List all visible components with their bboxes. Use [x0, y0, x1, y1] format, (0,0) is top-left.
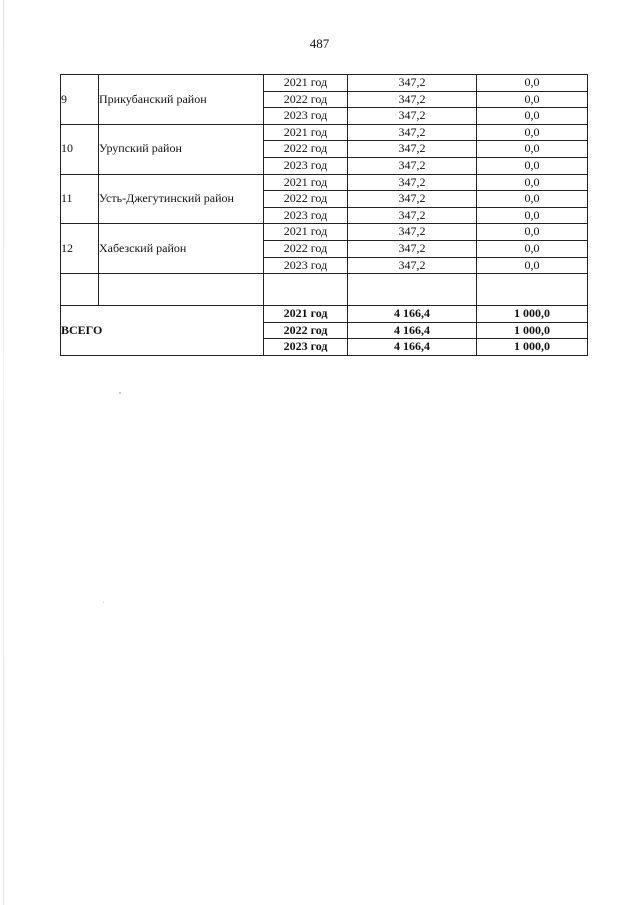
year-cell: 2021 год — [264, 174, 348, 191]
value-b-cell: 0,0 — [477, 207, 588, 224]
value-a-cell: 347,2 — [348, 108, 477, 125]
value-b-cell: 0,0 — [477, 240, 588, 257]
value-a-cell: 347,2 — [348, 191, 477, 208]
year-cell: 2021 год — [264, 224, 348, 241]
district-number: 10 — [61, 124, 99, 174]
scan-edge-line — [3, 0, 4, 905]
year-cell: 2021 год — [264, 75, 348, 92]
year-cell: 2022 год — [264, 91, 348, 108]
value-a-cell: 347,2 — [348, 157, 477, 174]
year-cell: 2021 год — [264, 124, 348, 141]
value-b-cell: 0,0 — [477, 174, 588, 191]
empty-cell — [264, 274, 348, 306]
value-a-cell: 347,2 — [348, 174, 477, 191]
total-value-a-cell: 4 166,4 — [348, 322, 477, 339]
empty-cell — [99, 274, 264, 306]
year-cell: 2022 год — [264, 240, 348, 257]
table-row — [61, 224, 588, 241]
value-a-cell: 347,2 — [348, 224, 477, 241]
year-cell: 2023 год — [264, 207, 348, 224]
district-number: 12 — [61, 224, 99, 274]
total-year-cell: 2022 год — [264, 322, 348, 339]
district-name: Прикубанский район — [99, 75, 264, 125]
total-value-b-cell: 1 000,0 — [477, 322, 588, 339]
value-b-cell: 0,0 — [477, 157, 588, 174]
value-b-cell: 0,0 — [477, 124, 588, 141]
value-a-cell: 347,2 — [348, 257, 477, 274]
value-b-cell: 0,0 — [477, 257, 588, 274]
value-a-cell: 347,2 — [348, 91, 477, 108]
total-value-b-cell: 1 000,0 — [477, 306, 588, 323]
district-name: Урупский район — [99, 124, 264, 174]
district-name: Хабезский район — [99, 224, 264, 274]
value-b-cell: 0,0 — [477, 141, 588, 158]
value-b-cell: 0,0 — [477, 91, 588, 108]
budget-table — [60, 74, 588, 356]
value-a-cell: 347,2 — [348, 141, 477, 158]
page-number: 487 — [309, 36, 330, 51]
total-value-a-cell: 4 166,4 — [348, 306, 477, 323]
year-cell: 2022 год — [264, 141, 348, 158]
year-cell: 2022 год — [264, 191, 348, 208]
value-a-cell: 347,2 — [348, 124, 477, 141]
total-value-b-cell: 1 000,0 — [477, 339, 588, 356]
year-cell: 2023 год — [264, 157, 348, 174]
value-a-cell: 347,2 — [348, 207, 477, 224]
total-value-a-cell: 4 166,4 — [348, 339, 477, 356]
table-row — [61, 174, 588, 191]
year-cell: 2023 год — [264, 257, 348, 274]
total-label: ВСЕГО — [61, 306, 264, 356]
district-number: 9 — [61, 75, 99, 125]
empty-cell — [61, 274, 99, 306]
value-b-cell: 0,0 — [477, 75, 588, 92]
empty-cell — [477, 274, 588, 306]
table-row — [61, 75, 588, 92]
scan-speck — [103, 602, 104, 603]
total-year-cell: 2023 год — [264, 339, 348, 356]
total-year-cell: 2021 год — [264, 306, 348, 323]
value-b-cell: 0,0 — [477, 108, 588, 125]
district-name: Усть-Джегутинский район — [99, 174, 264, 224]
table-row — [61, 124, 588, 141]
district-number: 11 — [61, 174, 99, 224]
year-cell: 2023 год — [264, 108, 348, 125]
total-row — [61, 306, 588, 323]
empty-row — [61, 274, 588, 306]
empty-cell — [348, 274, 477, 306]
scan-speck — [119, 392, 121, 394]
value-b-cell: 0,0 — [477, 191, 588, 208]
value-a-cell: 347,2 — [348, 240, 477, 257]
value-a-cell: 347,2 — [348, 75, 477, 92]
value-b-cell: 0,0 — [477, 224, 588, 241]
